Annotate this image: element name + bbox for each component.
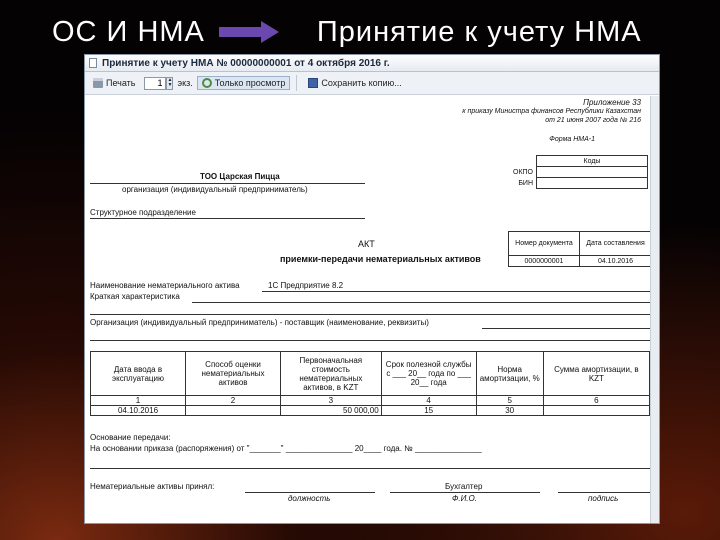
appendix-line-3: от 21 июня 2007 года № 216	[545, 117, 641, 124]
asset-name-value: 1С Предприятие 8.2	[268, 281, 344, 290]
copies-input[interactable]	[144, 77, 166, 90]
table-row	[91, 406, 650, 416]
accountant-label: Бухгалтер	[445, 482, 483, 491]
doc-date-value: 04.10.2016	[579, 256, 651, 267]
position-line	[245, 492, 375, 493]
col-number: 5	[476, 396, 543, 406]
save-copy-label: Сохранить копию...	[321, 78, 402, 88]
cell-cost: 50 000,00	[281, 406, 382, 416]
col-number: 6	[543, 396, 649, 406]
doc-number-header: Номер документа	[509, 232, 580, 256]
name-caption: Ф.И.О.	[452, 494, 477, 503]
structural-unit-label: Структурное подразделение	[90, 208, 196, 217]
signature-caption: подпись	[588, 494, 619, 503]
view-only-label: Только просмотр	[214, 78, 286, 88]
signature-line	[558, 492, 650, 493]
asset-name-line	[262, 291, 650, 292]
okpo-label: ОКПО	[513, 168, 533, 176]
col-header-date: Дата ввода в эксплуатацию	[91, 352, 186, 396]
window-title: Принятие к учету НМА № 00000000001 от 4 октября 2016 г.	[102, 57, 390, 69]
col-header-useful-life: Срок полезной службы с ___ 20__ года по ___ 20__ года	[381, 352, 476, 396]
print-label: Печать	[106, 78, 136, 88]
document-icon	[89, 58, 97, 68]
appendix-line-2: к приказу Министра финансов Республики Казахстан	[462, 108, 641, 115]
cell-useful-life: 15	[381, 406, 476, 416]
cell-method	[186, 406, 281, 416]
extra-line-1	[90, 314, 650, 315]
structural-unit-line	[90, 218, 365, 219]
view-only-button[interactable]	[197, 76, 291, 90]
window-titlebar	[85, 55, 659, 72]
view-icon	[202, 78, 212, 88]
slide-title	[52, 12, 710, 52]
organization-line	[90, 183, 365, 184]
col-header-rate: Норма амортизации, %	[476, 352, 543, 396]
right-arrow-icon	[219, 21, 279, 43]
receiving-org-line	[482, 328, 650, 329]
short-description-label: Краткая характеристика	[90, 292, 180, 301]
doc-number-value: 0000000001	[509, 256, 580, 267]
save-icon	[308, 78, 318, 88]
position-caption: должность	[288, 494, 331, 503]
cell-amortization	[543, 406, 649, 416]
act-subtitle: приемки-передачи нематериальных активов	[280, 254, 481, 264]
slide-title-right: Принятие к учету НМА	[316, 15, 642, 48]
print-button[interactable]	[88, 76, 140, 90]
slide-title-left: ОС И НМА	[52, 15, 205, 48]
col-number: 2	[186, 396, 281, 406]
doc-number-table	[508, 231, 652, 267]
codes-table	[508, 155, 648, 189]
save-copy-button[interactable]	[303, 76, 406, 90]
name-line	[390, 492, 540, 493]
form-name: Форма НМА-1	[549, 136, 595, 143]
appendix-line-1: Приложение 33	[583, 98, 641, 107]
col-header-amortization: Сумма амортизации, в KZT	[543, 352, 649, 396]
codes-header: Коды	[537, 156, 648, 167]
organization-caption: организация (индивидуальный предприниматель)	[122, 185, 308, 194]
cell-rate: 30	[476, 406, 543, 416]
accepted-label: Нематериальные активы принял:	[90, 482, 215, 491]
act-title: АКТ	[358, 239, 375, 249]
document-window	[84, 54, 660, 524]
copies-unit-label: экз.	[177, 78, 193, 88]
doc-date-header: Дата составления	[579, 232, 651, 256]
receiving-org-label: Организация (индивидуальный предприниматель) - поставщик (наименование, реквизиты)	[90, 318, 429, 327]
bin-value	[537, 178, 648, 189]
col-header-cost: Первоначальная стоимость нематериальных активов, в KZT	[281, 352, 382, 396]
cell-date: 04.10.2016	[91, 406, 186, 416]
print-toolbar	[85, 72, 659, 95]
col-header-method: Способ оценки нематериальных активов	[186, 352, 281, 396]
okpo-value	[537, 167, 648, 178]
assets-table	[90, 351, 650, 416]
col-number: 4	[381, 396, 476, 406]
printer-icon	[93, 78, 103, 88]
extra-line-2	[90, 340, 650, 341]
basis-label: Основание передачи:	[90, 433, 171, 442]
bin-label: БИН	[518, 179, 533, 187]
toolbar-separator	[296, 75, 297, 91]
organization-name: ТОО Царская Пицца	[200, 172, 280, 181]
asset-name-label: Наименование нематериального актива	[90, 281, 240, 290]
col-number: 3	[281, 396, 382, 406]
order-line: На основании приказа (распоряжения) от "_______" _______________ 20____ года. № _______________	[90, 444, 482, 453]
vertical-scrollbar[interactable]	[650, 96, 659, 523]
col-number: 1	[91, 396, 186, 406]
short-description-line	[192, 302, 650, 303]
print-form-sheet	[90, 96, 651, 523]
extra-line-3	[90, 468, 650, 469]
copies-spinner[interactable]: ▲ ▼	[167, 76, 173, 88]
